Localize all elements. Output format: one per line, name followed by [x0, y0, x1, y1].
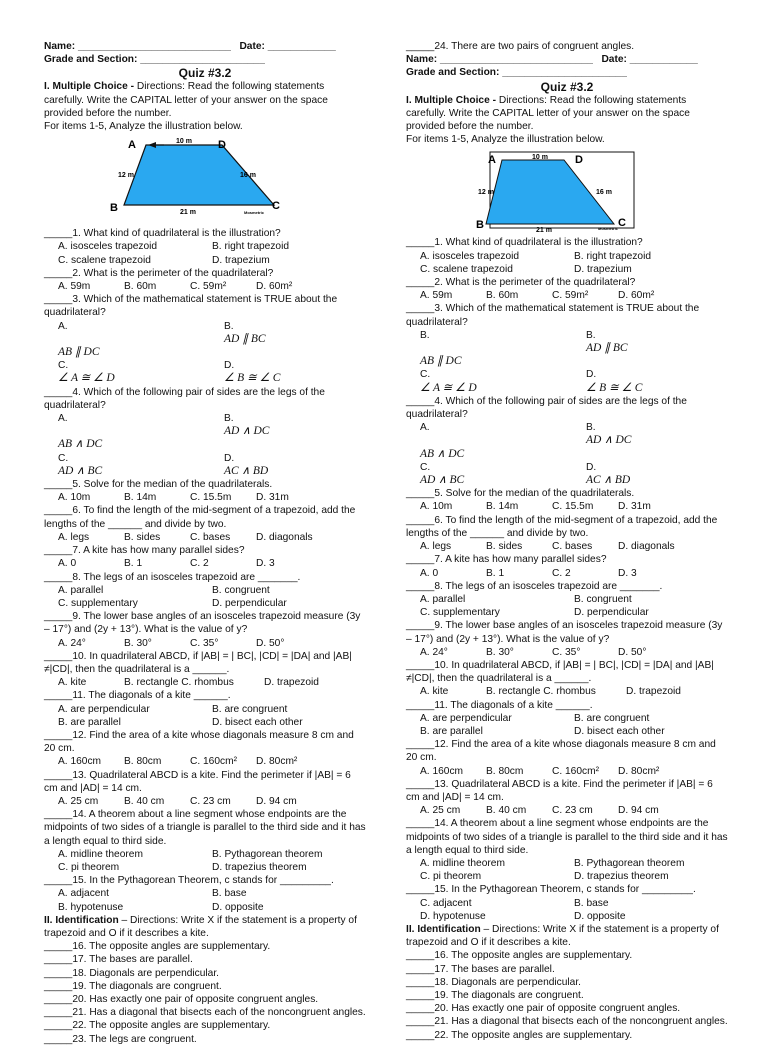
vertex-d: D [218, 139, 226, 152]
date-field[interactable]: Date: ____________ [239, 41, 336, 52]
name-field[interactable]: Name: ___________________________ [44, 41, 231, 52]
quiz-title-right: Quiz #3.2 [540, 79, 594, 94]
vertex-c: C [272, 200, 280, 213]
trapezoid-figure [44, 135, 366, 225]
svg-text:D: D [575, 154, 583, 167]
q11-stem: _____11. The diagonals of a kite ______. [44, 690, 231, 702]
q21: _____21. Has a diagonal that bisects each of the noncongruent angles. [44, 1007, 366, 1019]
q24: _____24. There are two pairs of congruent angles. [406, 41, 635, 52]
trapezoid-illustration-right [474, 148, 644, 232]
items-note-right: For items 1-5, Analyze the illustration below. [406, 134, 605, 146]
grade-field-right[interactable]: Grade and Section: ______________________ [406, 67, 627, 79]
name-field-right[interactable]: Name: ___________________________ [406, 54, 593, 66]
q7-stem: _____7. A kite has how many parallel sides? [44, 545, 245, 557]
q4-stem: _____4. Which of the following pair of sides are the legs of the quadrilateral? [44, 386, 325, 411]
label-bottom: 21 m [180, 209, 196, 217]
svg-text:12 m: 12 m [478, 189, 494, 197]
q4-options: A. AB ∧ DC B. AD ∧ DC [58, 413, 270, 451]
q12-options: A. 160cm B. 80cm C. 160cm² D. 80cm² [58, 756, 298, 768]
q9-stem: _____9. The lower base angles of an isosceles trapezoid measure (3y – 17°) and (2y + 13°). What is the value of y? [44, 611, 361, 636]
q17: _____17. The bases are parallel. [44, 954, 193, 966]
q23: _____23. The legs are congruent. [44, 1033, 197, 1045]
header-row [44, 40, 366, 53]
watermark: Mosmetric [244, 210, 265, 216]
label-right: 16 m [240, 172, 256, 180]
q5-options: A. 10m B. 14m C. 15.5m D. 31m [58, 492, 289, 504]
trapezoid-illustration [104, 135, 334, 225]
q6-options: A. legs B. sides C. bases D. diagonals [58, 531, 313, 543]
right-copy: _____24. There are two pairs of congruent angles. Name: ___________________________ Date: ____________ Grade and Section: ______________________ Quiz #3.2 I. Multiple Choice - Directions: Read the following statements carefully. Write the CAPITAL letter of your answer on the space provided before the number. For items 1-5, Analyze the illustration below. A D B C 10 m 12 m 16 m 21 m Mosmetric _____1. What kind of quadrilateral is the illustration? A. isosceles trapezoid B. right trapezoid C. scalene trapezoid D. trapezium _____2. What is the perimeter of the quadrilateral? A. 59m B. 60m C. 59m² D. 60m² _____3. Which of the mathematical statement is TRUE about the quadrilateral? B. AB ∥ DC B. AD ∥ BC C. ∠ A ≅ ∠ D D. ∠ B ≅ ∠ C _____4. Which of the following pair of sides are the legs of the quadrilateral? A. AB ∧ DC B. AD ∧ DC C. AD ∧ BC D. AC ∧ BD _____5. Solve for the median of the quadrilaterals. A. 10m B. 14m C. 15.5m D. 31m _____6. To find the length of the mid-segment of a trapezoid, add the lengths of the ______ and divide by two. A. legs B. sides C. bases D. diagonals _____7. A kite has how many parallel sides? A. 0 B. 1 C. 2 D. 3 _____8. The legs of an isosceles trapezoid are _______. A. parallel B. congruent C. supplementary D. perpendicular _____9. The lower base angles of an isosceles trapezoid measure (3y – 17°) and (2y + 13°). What is the value of y? A. 24° B. 30° C. 35° D. 50° _____10. In quadrilateral ABCD, if |AB| = | BC|, |CD| = |DA| and |AB|≠|CD|, then the quadrilateral is a ______. A. kite B. rectangle C. rhombus D. trapezoid _____11. The diagonals of a kite ______. A. are perpendicular B. are congruent B. are parallel D. bisect each other _____12. Find the area of a kite whose diagonals measure 8 cm and 20 cm. A. 160cm B. 80cm C. 160cm² D. 80cm² _____13. Quadrilateral ABCD is a kite. Find the perimeter if |AB| = 6 cm and |AD| = 14 cm. A. 25 cm B. 40 cm C. 23 cm D. 94 cm _____14. A theorem about a line segment whose endpoints are the midpoints of two sides of a triangle is parallel to the third side and it has a length equal to third side. A. midline theorem B. Pythagorean theorem C. pi theorem D. trapezius theorem _____15. In the Pythagorean Theorem, c stands for _________. C. adjacent B. base D. hypotenuse D. opposite II. Identification – Directions: Write X if the statement is a property of trapezoid and O if it describes a kite. _____16. The opposite angles are supplementary. _____17. The bases are parallel. _____18. Diagonals are perpendicular. _____19. The diagonals are congruent. _____20. Has exactly one pair of opposite congruent angles. _____21. Has a diagonal that bisects each of the noncongruent angles. _____22. The opposite angles are supplementary. [406, 41, 728, 1041]
trapezoid-shape-right [486, 160, 614, 224]
q15-options: A. adjacent B. base [58, 888, 247, 900]
date-field-right[interactable]: Date: ____________ [601, 54, 698, 66]
vertex-b: B [110, 202, 118, 215]
part1-directions: I. Multiple Choice - Directions: Read the following statements carefully. Write the CAPITAL letter of your answer on the space provided before the number. [44, 81, 328, 119]
q3-options: A. AB ∥ DC B. AD ∥ BC [58, 320, 266, 359]
q13-options: A. 25 cm B. 40 cm C. 23 cm D. 94 cm [58, 795, 297, 807]
q13-stem: _____13. Quadrilateral ABCD is a kite. Find the perimeter if |AB| = 6 cm and |AD| = 14 cm. [44, 769, 351, 794]
q1-options: A. isosceles trapezoid B. right trapezoid [58, 241, 290, 253]
part1-directions-right: I. Multiple Choice - Directions: Read the following statements carefully. Write the CAPITAL letter of your answer on the space provided before the number. [406, 94, 690, 133]
q16: _____16. The opposite angles are supplementary. [44, 941, 271, 953]
q11-options: A. are perpendicular B. are congruent [58, 703, 288, 715]
left-copy: Name: ___________________________ Date: ____________ Grade and Section: ______________________ Quiz #3.2 I. Multiple Choice - Directions: Read the following statements carefully. Write the CAPITAL letter of your answer on the space provided before the number. For items 1-5, Analyze the illustration below. A D B C 10 m 12 m 16 m 21 m Mosmetric _____1. What kind of quadrilateral is the illustration? A. isosceles trapezoid B. right trapezoid C. scalene trapezoid D. trapezium _____2. What is the perimeter of the quadrilateral? A. 59m B. 60m C. 59m² D. 60m² _____3. Which of the mathematical statement is TRUE about the quadrilateral? A. AB ∥ DC B. AD ∥ BC C. ∠ A ≅ ∠ D D. ∠ B ≅ ∠ C _____4. Which of the following pair of sides are the legs of the quadrilateral? A. AB ∧ DC B. AD ∧ DC C. AD ∧ BC D. AC ∧ BD _____5. Solve for the median of the quadrilaterals. A. 10m B. 14m C. 15.5m D. 31m _____6. To find the length of the mid-segment of a trapezoid, add the lengths of the ______ and divide by two. A. legs B. sides C. bases D. diagonals _____7. A kite has how many parallel sides? A. 0 B. 1 C. 2 D. 3 _____8. The legs of an isosceles trapezoid are _______. A. parallel B. congruent C. supplementary D. perpendicular _____9. The lower base angles of an isosceles trapezoid measure (3y – 17°) and (2y + 13°). What is the value of y? A. 24° B. 30° C. 35° D. 50° _____10. In quadrilateral ABCD, if |AB| = | BC|, |CD| = |DA| and |AB|≠|CD|, then the quadrilateral is a ______. A. kite B. rectangle C. rhombus D. trapezoid _____11. The diagonals of a kite ______. A. are perpendicular B. are congruent B. are parallel D. bisect each other _____12. Find the area of a kite whose diagonals measure 8 cm and 20 cm. A. 160cm B. 80cm C. 160cm² D. 80cm² _____13. Quadrilateral ABCD is a kite. Find the perimeter if |AB| = 6 cm and |AD| = 14 cm. A. 25 cm B. 40 cm C. 23 cm D. 94 cm _____14. A theorem about a line segment whose endpoints are the midpoints of two sides of a triangle is parallel to the third side and it has a length equal to third side. A. midline theorem B. Pythagorean theorem C. pi theorem D. trapezius theorem _____15. In the Pythagorean Theorem, c stands for _________. A. adjacent B. base B. hypotenuse D. opposite II. Identification – Directions: Write X if the statement is a property of trapezoid and O if it describes a kite. _____16. The opposite angles are supplementary. _____17. The bases are parallel. _____18. Diagonals are perpendicular. _____19. The diagonals are congruent. _____20. Has exactly one pair of opposite congruent angles. _____21. Has a diagonal that bisects each of the noncongruent angles. _____22. The opposite angles are supplementary. _____23. The legs are congruent. [44, 41, 366, 1045]
part2-directions: II. Identification – Directions: Write X if the statement is a property of trapezoid and O if it describes a kite. [44, 914, 357, 939]
q2-stem: _____2. What is the perimeter of the quadrilateral? [44, 267, 274, 279]
vertex-a: A [128, 139, 136, 152]
items-note: For items 1-5, Analyze the illustration below. [44, 121, 243, 133]
svg-text:A: A [488, 154, 496, 167]
q14-options: A. midline theorem B. Pythagorean theorem [58, 848, 323, 860]
q18: _____18. Diagonals are perpendicular. [44, 967, 220, 979]
q1-stem: _____1. What kind of quadrilateral is the illustration? [44, 228, 281, 240]
q3-stem: _____3. Which of the mathematical statement is TRUE about the quadrilateral? [44, 294, 338, 319]
header-row-right [406, 53, 728, 66]
q8-stem: _____8. The legs of an isosceles trapezoid are _______. [44, 571, 301, 583]
q2-options: A. 59m B. 60m C. 59m² D. 60m² [58, 281, 293, 293]
q14-stem: _____14. A theorem about a line segment whose endpoints are the midpoints of two sides of a triangle is parallel to the third side and it has a length equal to third side. [44, 809, 366, 847]
q15-stem: _____15. In the Pythagorean Theorem, c stands for _________. [44, 875, 334, 887]
q6-stem: _____6. To find the length of the mid-segment of a trapezoid, add the lengths of the ______ and divide by two. [44, 505, 356, 530]
q20: _____20. Has exactly one pair of opposite congruent angles. [44, 994, 319, 1005]
quiz-title: Quiz #3.2 [178, 66, 232, 81]
q10-stem: _____10. In quadrilateral ABCD, if |AB| = | BC|, |CD| = |DA| and |AB|≠|CD|, then the quadrilateral is a ______. [44, 650, 352, 675]
label-top: 10 m [176, 138, 192, 146]
q19: _____19. The diagonals are congruent. [44, 980, 222, 992]
svg-text:C: C [618, 217, 626, 230]
q10-options: A. kite B. rectangle C. rhombus D. trapezoid [58, 677, 319, 689]
grade-field[interactable]: Grade and Section: ______________________ [44, 54, 265, 66]
svg-text:16 m: 16 m [596, 189, 612, 197]
q8-options: A. parallel B. congruent [58, 584, 270, 596]
q7-options: A. 0 B. 1 C. 2 D. 3 [58, 558, 275, 570]
svg-text:21 m: 21 m [536, 227, 552, 233]
q5-stem: _____5. Solve for the median of the quadrilaterals. [44, 479, 273, 491]
svg-text:10 m: 10 m [532, 154, 548, 162]
svg-text:B: B [476, 219, 484, 232]
q9-options: A. 24° B. 30° C. 35° D. 50° [58, 637, 285, 649]
label-left: 12 m [118, 172, 134, 180]
q22: _____22. The opposite angles are supplementary. [44, 1020, 271, 1032]
trapezoid-figure-right [406, 148, 728, 234]
q12-stem: _____12. Find the area of a kite whose diagonals measure 8 cm and 20 cm. [44, 729, 354, 755]
svg-text:Mosmetric: Mosmetric [598, 226, 619, 232]
